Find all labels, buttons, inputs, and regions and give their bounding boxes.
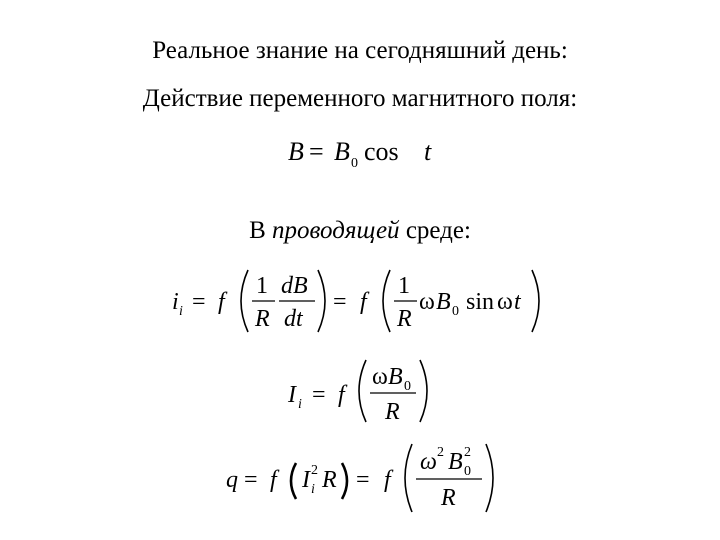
- numerator-dB: dB: [281, 273, 308, 299]
- left-paren: [241, 270, 248, 332]
- numerator-B0: B: [448, 449, 463, 475]
- symbol-I: I: [302, 467, 310, 493]
- symbol-i: i: [172, 289, 179, 315]
- numerator-B0: B: [388, 364, 403, 390]
- sin-function: sin: [466, 289, 495, 315]
- denominator-R: R: [397, 306, 412, 332]
- superscript-two: 2: [311, 463, 318, 478]
- function-f: f: [218, 289, 225, 315]
- right-paren: [532, 270, 539, 332]
- subscript-i: i: [311, 482, 315, 497]
- numerator-omega: ω: [372, 364, 388, 390]
- caption-suffix: среде:: [405, 217, 471, 244]
- numerator-one: 1: [398, 273, 410, 299]
- slide-heading-line-2: Действие переменного магнитного поля:: [142, 85, 578, 112]
- symbol-B0: B: [334, 137, 350, 166]
- caption-prefix: В: [249, 217, 266, 244]
- symbol-B: B: [288, 137, 304, 166]
- subscript-i: i: [179, 304, 183, 319]
- equals-sign: =: [333, 289, 347, 315]
- left-paren: [383, 270, 390, 332]
- emf-formula: [172, 270, 539, 332]
- superscript-two: 2: [464, 445, 471, 460]
- caption-emphasis: проводящей: [272, 217, 400, 244]
- symbol-q: q: [226, 467, 238, 493]
- slide-heading-line-1: Реальное знание на сегодняшний день:: [152, 37, 568, 64]
- current-formula: [287, 360, 427, 425]
- subscript-zero: 0: [464, 464, 471, 479]
- equals-sign: =: [192, 289, 206, 315]
- subscript-i: i: [298, 397, 302, 412]
- left-paren: [359, 360, 366, 422]
- superscript-two: 2: [437, 445, 444, 460]
- subscript-zero: 0: [404, 379, 411, 394]
- numerator-one: 1: [256, 273, 268, 299]
- symbol-t: t: [514, 289, 521, 315]
- denominator-R: R: [255, 306, 270, 332]
- denominator-R: R: [441, 485, 456, 511]
- function-f: f: [338, 382, 345, 408]
- symbol-R: R: [322, 467, 337, 493]
- left-paren: [291, 463, 296, 499]
- symbol-omega: ω: [419, 289, 435, 315]
- field-formula: [288, 137, 432, 171]
- function-f: f: [384, 467, 391, 493]
- symbol-t: t: [424, 137, 432, 166]
- left-paren: [405, 444, 412, 512]
- subscript-zero: 0: [351, 156, 358, 171]
- denominator-R: R: [385, 399, 400, 425]
- symbol-I: I: [288, 382, 296, 408]
- subscript-zero: 0: [452, 304, 459, 319]
- right-paren: [318, 270, 325, 332]
- equals-sign: =: [312, 382, 326, 408]
- equals-sign: =: [309, 137, 324, 166]
- right-paren: [486, 444, 493, 512]
- numerator-omega: ω: [420, 449, 437, 475]
- right-paren: [420, 360, 427, 422]
- function-f: f: [360, 289, 367, 315]
- symbol-omega: ω: [497, 289, 513, 315]
- equals-sign: =: [244, 467, 258, 493]
- function-f: f: [270, 467, 277, 493]
- right-paren: [342, 463, 347, 499]
- symbol-B0: B: [436, 289, 451, 315]
- equals-sign: =: [356, 467, 370, 493]
- denominator-dt: dt: [284, 306, 303, 332]
- charge-formula: [226, 444, 493, 512]
- cos-function: cos: [364, 137, 399, 166]
